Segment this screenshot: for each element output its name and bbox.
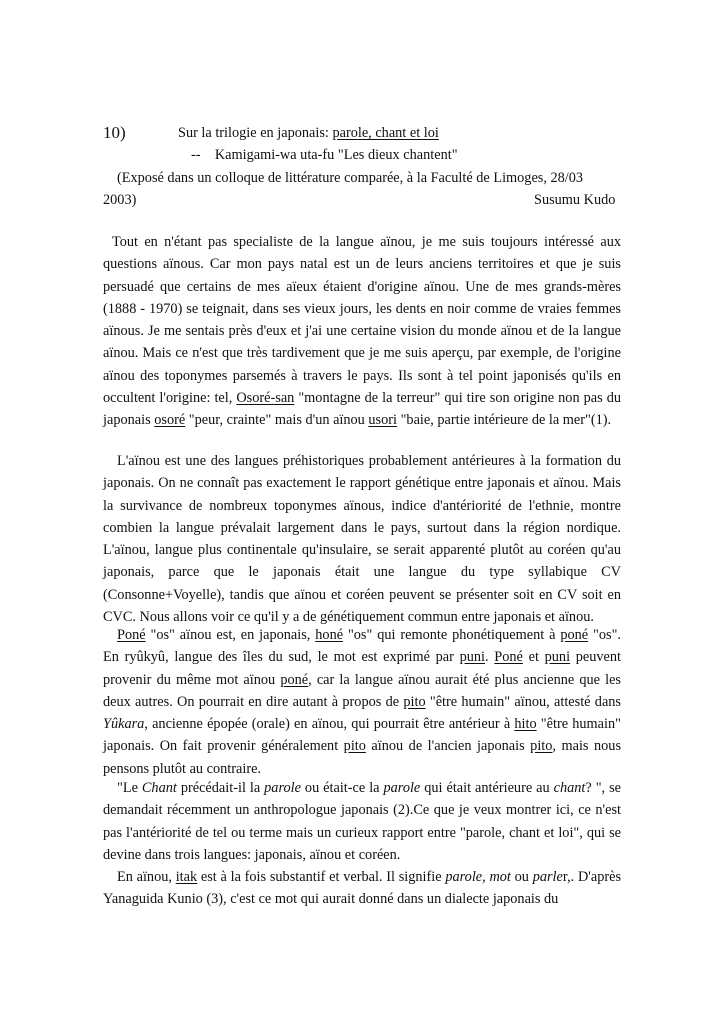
p4-text: "Le: [117, 780, 142, 796]
p5-emph: parle: [532, 869, 563, 885]
p3-text: "os" qui remonte phonétiquement à: [343, 627, 561, 643]
section-subtitle: -- Kamigami-wa uta-fu "Les dieux chantent": [191, 147, 458, 163]
paragraph-5: [103, 866, 621, 911]
p4-text: ou était-ce la: [300, 780, 384, 796]
author-name: Susumu Kudo: [534, 192, 616, 208]
p3-text: "os". En ryûkyû, langue des îles du sud, le mot est exprimé par: [103, 627, 621, 666]
p1-text-c: "peur, crainte" mais d'un aïnou: [185, 412, 369, 429]
p5-term-itak: itak: [175, 869, 198, 885]
p3-text: et: [522, 649, 545, 666]
p4-emph: Chant: [141, 780, 177, 796]
p5-text: ou: [510, 869, 533, 885]
p4-emph: parole: [383, 780, 421, 796]
p4-emph: parole: [264, 780, 301, 796]
p3-term: puni: [544, 649, 571, 666]
p1-term-usori: usori: [368, 412, 398, 429]
context-line-1: (Exposé dans un colloque de littérature comparée, à la Faculté de Limoges, 28/03: [117, 170, 584, 186]
paragraph-3: [103, 624, 621, 780]
section-number: 10): [103, 123, 126, 142]
p3-title-yukara: Yûkara: [103, 716, 145, 733]
p3-term: hito: [514, 716, 537, 733]
p3-term: Poné: [494, 649, 523, 666]
p4-emph: chant: [553, 780, 586, 796]
section-title-prefix: Sur la trilogie en japonais:: [178, 125, 333, 141]
p5-emph: parole, mot: [445, 869, 511, 885]
p3-term: pito: [403, 693, 426, 710]
p3-term: pito: [343, 738, 366, 755]
p3-text: aïnou de l'ancien japonais: [365, 738, 531, 755]
p5-text: est à la fois substantif et verbal. Il signifie: [197, 869, 446, 885]
p3-term: pito: [530, 738, 553, 755]
p3-text: "être humain" japonais. On fait provenir généralement: [103, 716, 621, 755]
p1-text-b: "montagne de la terreur" qui tire son origine non pas du japonais: [103, 390, 622, 429]
p3-term: puni: [459, 649, 486, 666]
p3-text: "os" aïnou est, en japonais,: [145, 627, 316, 643]
p1-term-osore-san: Osoré-san: [236, 390, 295, 407]
context-line-2: 2003): [103, 192, 137, 208]
p3-text: , mais nous pensons plutôt au contraire.: [103, 738, 622, 777]
p3-term: poné: [560, 627, 589, 643]
paragraph-4: [103, 777, 621, 866]
p3-term: Poné: [117, 627, 146, 643]
p1-term-osore: osoré: [154, 412, 186, 429]
p3-text: .: [485, 649, 495, 666]
section-title-underlined: parole, chant et loi: [332, 125, 439, 141]
section-title: [178, 126, 439, 140]
p3-term: poné: [280, 671, 309, 688]
p3-text: peuvent provenir du même mot aïnou: [103, 649, 621, 688]
p3-text: "être humain" aïnou, attesté dans: [425, 693, 622, 710]
p5-text: En aïnou,: [117, 869, 176, 885]
p4-text: précédait-il la: [176, 780, 265, 796]
p4-text: qui était antérieure au: [420, 780, 554, 796]
p4-text: ? ", se demandait récemment un anthropologue japonais (2).Ce que je veux montrer ici, ce n'est pas l'antériorité de tel ou terme mais un curieux rapport entre "parole, chant et loi", qui se devine dans trois langues: japonais, aïnou et coréen.: [103, 780, 621, 863]
p1-text-a: Tout en n'étant pas specialiste de la langue aïnou, je me suis toujours intéressé aux questions aïnous. Car mon pays natal est un de leurs anciens territoires et que je suis persuadé que certains de mes aïeux étaient d'origine aïnou. Une de mes grands-mères (1888 - 1970) se teignait, dans ses vieux jours, les dents en noir comme de vraies femmes aïnous. Je me sentais près d'eux et j'ai une certaine vision du monde aïnou et de la langue aïnou. Mais ce n'est que très tardivement que je me suis aperçu, par exemple, de l'origine aïnou des toponymes parsemés à travers le pays. Ils sont à tel point japonisés qu'ils en occultent l'origine: tel,: [103, 234, 621, 407]
paragraph-1: [103, 231, 621, 432]
p3-text: , car la langue aïnou aurait été plus ancienne que les deux autres. On pourrait en dire autant à propos de: [103, 671, 622, 710]
p3-text: , ancienne épopée (orale) en aïnou, qui pourrait être antérieur à: [144, 716, 515, 733]
paragraph-2: L'aïnou est une des langues préhistoriques probablement antérieures à la formation du japonais. On ne connaît pas exactement le rapport génétique entre japonais et aïnou. Mais la survivance de nombreux toponymes aïnous, indice d'antériorité de l'ethnie, montre combien la langue prévalait largement dans le pays, surtout dans la région nordique. L'aïnou, langue plus continentale qu'insulaire, se serait apparenté plutôt au coréen qu'au japonais, parce que le japonais était une langue du type syllabique CV (Consonne+Voyelle), tandis que aïnou et coréen peuvent se présenter soit en CV soit en CVC. Nous allons voir ce qu'il y a de génétiquement commun entre japonais et aïnou.: [103, 453, 621, 626]
p5-text: r,. D'après Yanaguida Kunio (3), c'est ce mot qui aurait donné dans un dialecte japonais du: [103, 869, 622, 908]
p3-term: honé: [315, 627, 344, 643]
p1-text-d: "baie, partie intérieure de la mer"(1).: [397, 412, 612, 429]
